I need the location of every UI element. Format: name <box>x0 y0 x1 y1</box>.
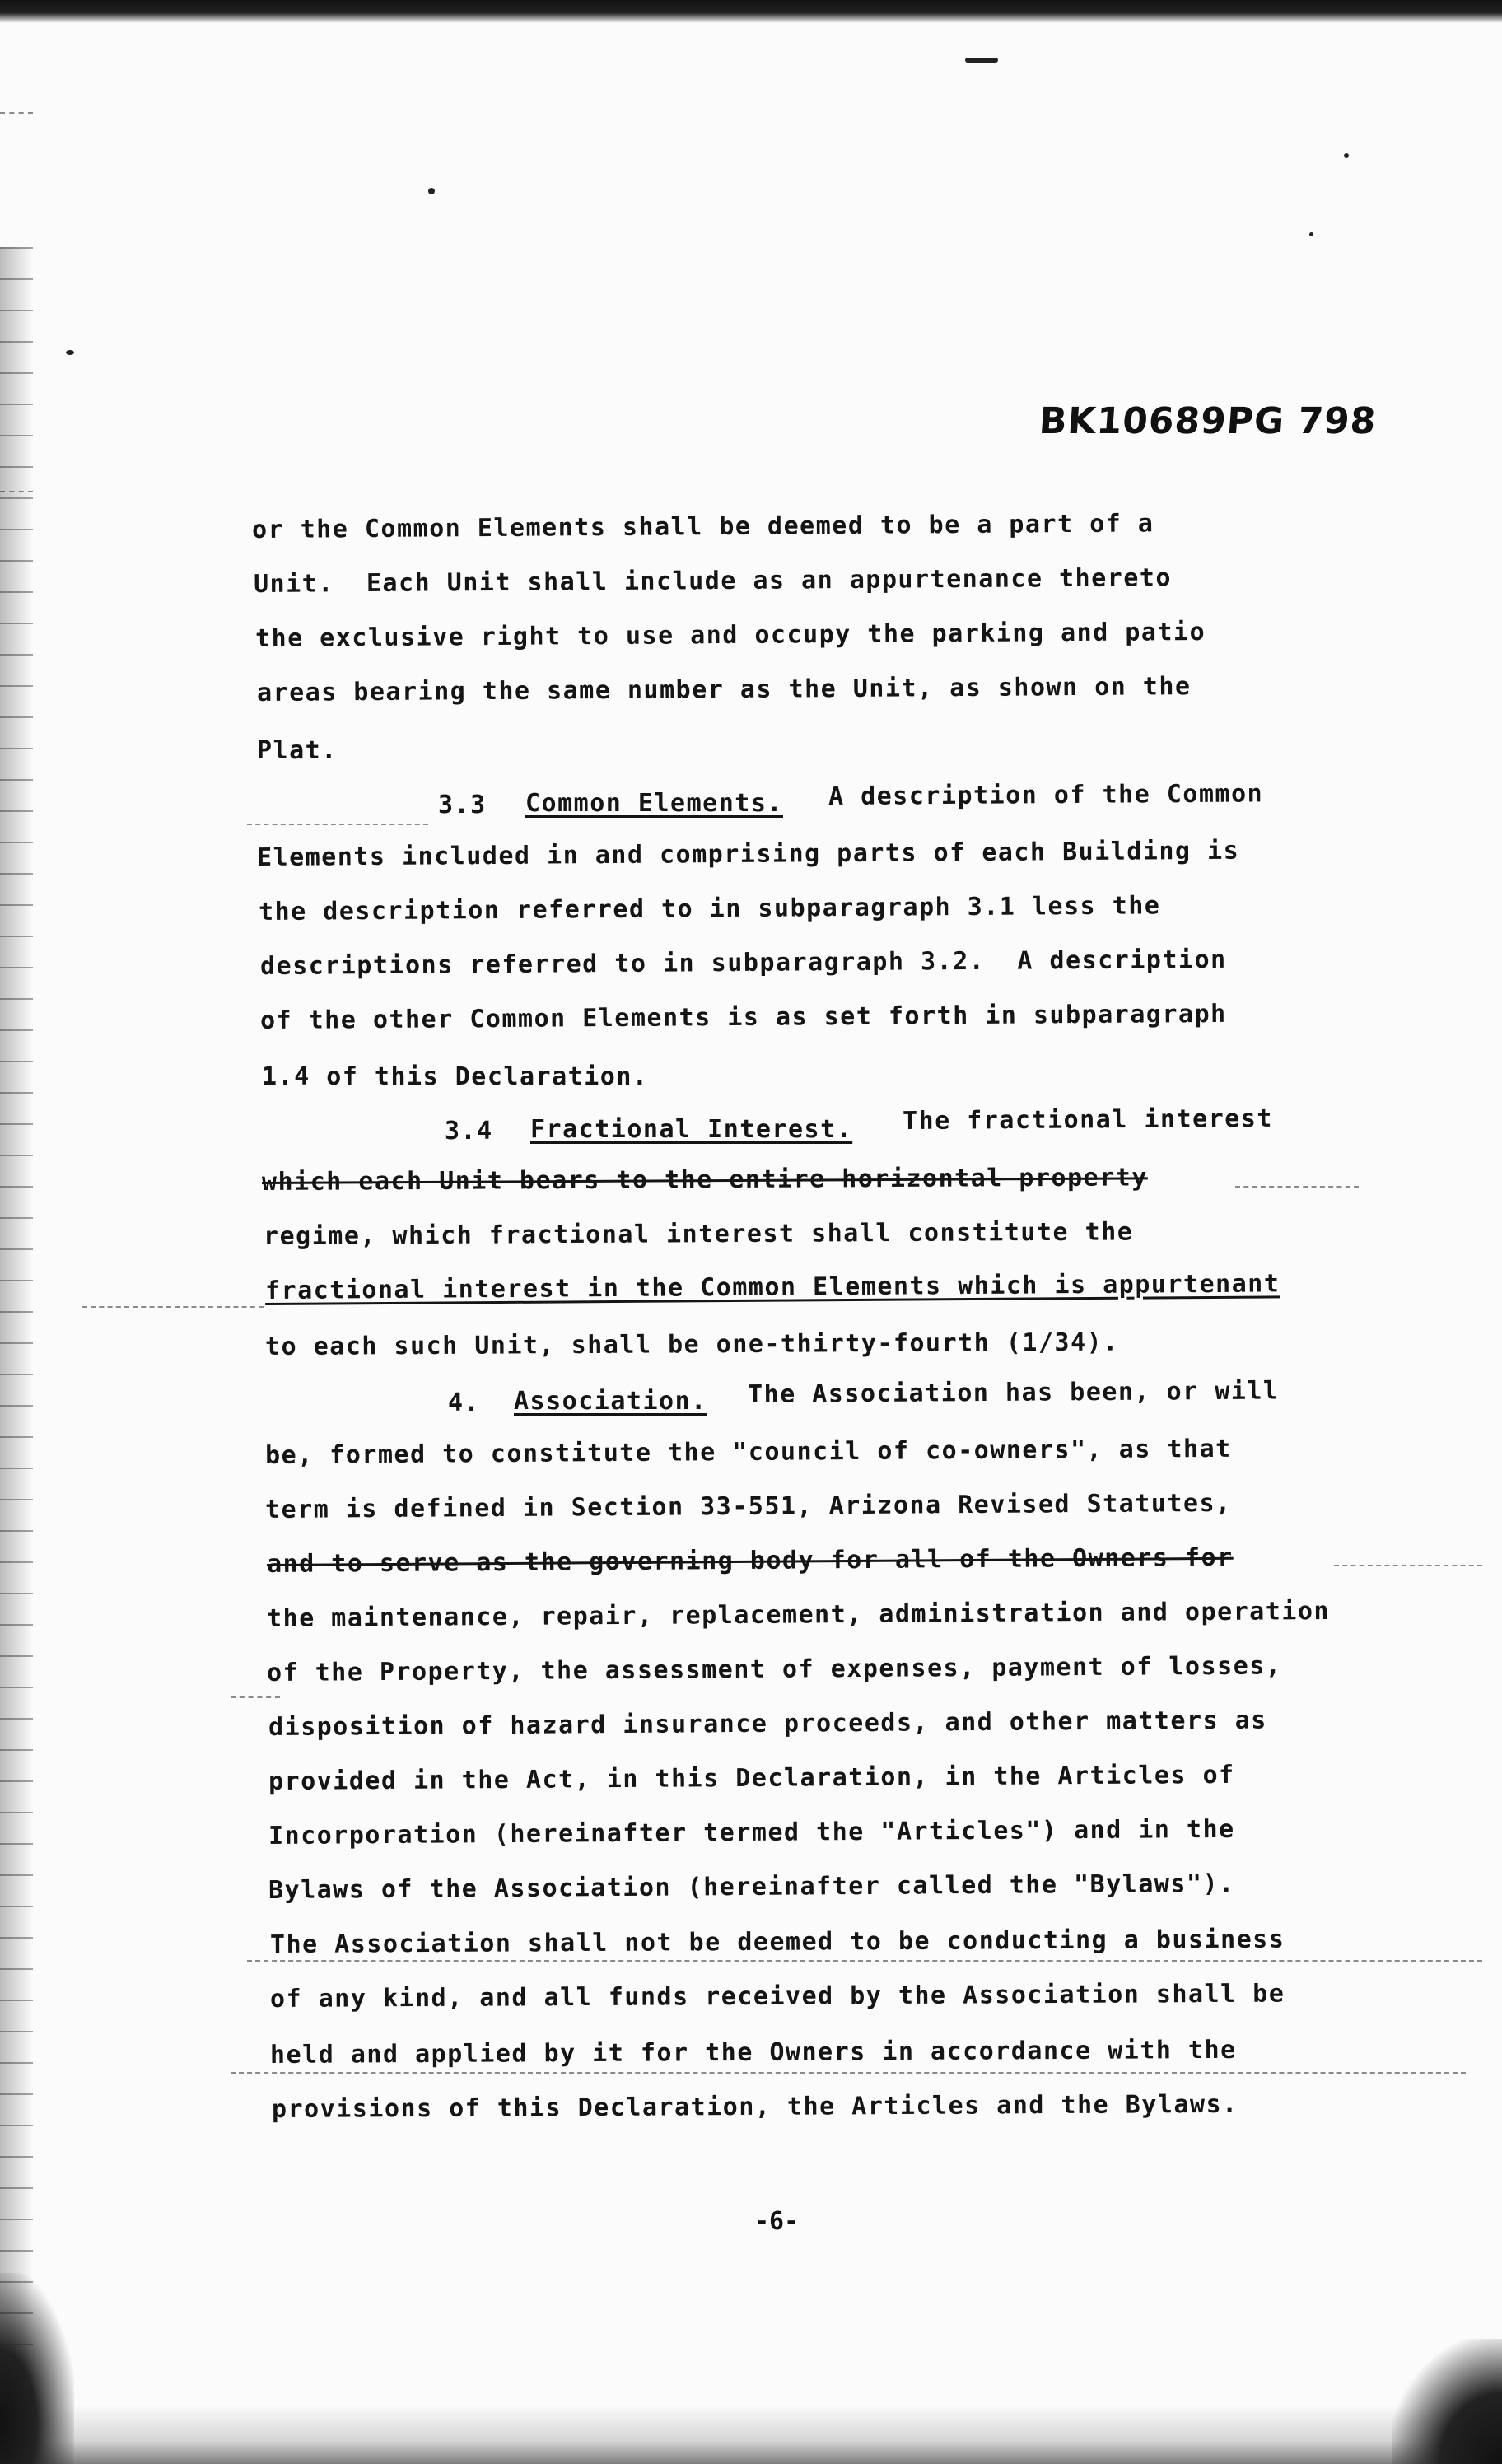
scan-speck <box>1309 232 1313 236</box>
scan-speck <box>428 188 435 194</box>
body-text-line: the maintenance, repair, replacement, administration and operation <box>266 1596 1331 1633</box>
body-text-line: be, formed to constitute the "council of co-owners", as that <box>264 1434 1232 1470</box>
section-heading: Fractional Interest. <box>530 1115 853 1144</box>
scan-rule <box>1334 1565 1482 1566</box>
body-text-line: of any kind, and all funds received by the Association shall be <box>269 1979 1285 2014</box>
scan-speck <box>965 58 998 63</box>
body-text-line: provided in the Act, in this Declaration, in the Articles of <box>268 1760 1235 1796</box>
scan-left-edge <box>0 247 33 2464</box>
body-text-line: of the Property, the assessment of expenses, payment of losses, <box>266 1651 1282 1687</box>
section-heading: Common Elements. <box>525 789 783 818</box>
scan-rule <box>0 112 33 114</box>
scan-rule <box>82 1306 264 1308</box>
body-text-line: and to serve as the governing body for all of the Owners for <box>266 1542 1234 1579</box>
body-text-line: term is defined in Section 33-551, Arizona Revised Statutes, <box>264 1488 1232 1524</box>
body-text-line: The Association has been, or will <box>747 1376 1280 1409</box>
body-text-line: Plat. <box>257 736 338 765</box>
body-text-line: the description referred to in subparagraph 3.1 less the <box>258 891 1161 926</box>
recording-stamp: BK10689PG 798 <box>1038 400 1378 442</box>
body-text-line: which each Unit bears to the entire horizontal property <box>261 1163 1148 1197</box>
scan-corner-blot <box>1392 2339 1502 2464</box>
section-heading: Association. <box>514 1387 707 1416</box>
body-text-line: descriptions referred to in subparagraph 3.2. A description <box>259 945 1227 981</box>
body-text-line: Bylaws of the Association (hereinafter called the "Bylaws"). <box>268 1869 1235 1905</box>
page-number: -6- <box>754 2207 800 2236</box>
body-text-line: regime, which fractional interest shall constitute the <box>263 1217 1134 1251</box>
scan-rule <box>231 1696 280 1698</box>
body-text-line: to each such Unit, shall be one-thirty-fourth (1/34). <box>264 1328 1119 1361</box>
scan-rule <box>231 2072 1466 2074</box>
section-number: 3.4 <box>445 1117 493 1146</box>
body-text-line: Elements included in and comprising parts of each Building is <box>256 836 1240 872</box>
body-text-line: fractional interest in the Common Elements which is appurtenant <box>264 1269 1280 1305</box>
body-text-line: A description of the Common <box>828 779 1264 811</box>
scan-bottom-edge <box>0 2405 1502 2464</box>
scan-speck <box>1344 153 1349 158</box>
scan-top-edge <box>0 0 1502 23</box>
body-text-line: 1.4 of this Declaration. <box>262 1062 649 1091</box>
scan-rule <box>1235 1186 1359 1188</box>
section-number: 3.3 <box>438 791 487 819</box>
scan-speck <box>66 350 74 355</box>
body-text-line: Incorporation (hereinafter termed the "Articles") and in the <box>268 1814 1235 1850</box>
body-text-line: areas bearing the same number as the Unit, as shown on the <box>256 672 1192 707</box>
body-text-line: The fractional interest <box>902 1104 1274 1136</box>
body-text-line: Unit. Each Unit shall include as an appurtenance thereto <box>253 563 1173 599</box>
body-text-line: held and applied by it for the Owners in accordance with the <box>269 2035 1237 2070</box>
body-text-line: disposition of hazard insurance proceeds, and other matters as <box>268 1706 1267 1742</box>
body-text-line: of the other Common Elements is as set forth in subparagraph <box>259 999 1227 1035</box>
body-text-line: the exclusive right to use and occupy the parking and patio <box>254 617 1206 653</box>
scan-corner-blot <box>0 2273 74 2464</box>
section-number: 4. <box>448 1388 481 1417</box>
scan-rule <box>0 491 33 492</box>
scan-rule <box>247 824 428 825</box>
body-text-line: The Association shall not be deemed to be conducting a business <box>269 1925 1285 1959</box>
scan-rule <box>247 1960 1482 1962</box>
body-text-line: provisions of this Declaration, the Articles and the Bylaws. <box>271 2089 1238 2124</box>
body-text-line: or the Common Elements shall be deemed to be a part of a <box>251 509 1154 544</box>
